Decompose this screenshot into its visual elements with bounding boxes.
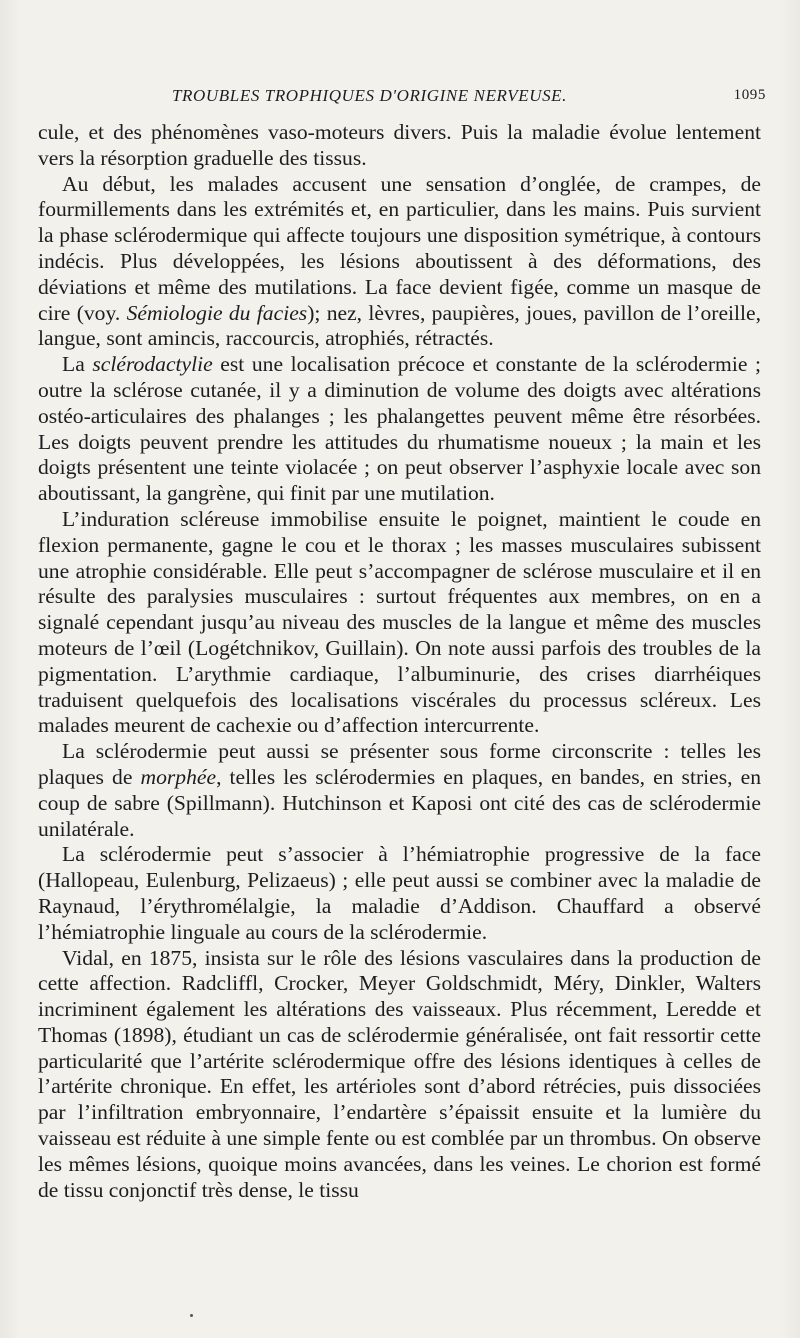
text-run: , telles les sclérodermies en plaques, en bandes, en stries, en coup de sabre (Spillmann). Hutchinson et Kaposi ont cité des cas de sclérodermie unilatérale. xyxy=(38,764,761,841)
paragraph xyxy=(38,842,761,945)
italic-term: sclérodactylie xyxy=(92,352,213,377)
paragraph xyxy=(38,352,761,507)
text-run: est une localisation précoce et constante de la sclérodermie ; outre la sclérose cutanée, il y a diminution de volume des doigts avec altérations ostéo-articulaires des phalanges ; les phalangettes peuvent même être résorbées. Les doigts peuvent prendre les attitudes du rhumatisme noueux ; la main et les doigts présentent une teinte violacée ; on peut observer l’asphyxie locale avec son aboutissant, la gangrène, qui finit par une mutilation. xyxy=(38,352,761,506)
body-text xyxy=(38,120,761,1203)
paragraph xyxy=(38,946,761,1204)
text-run: ); nez, lèvres, paupières, joues, pavillon de l’oreille, langue, sont amincis, raccourcis, atrophiés, rétractés. xyxy=(38,300,762,351)
italic-term: Sémiologie du facies xyxy=(126,300,308,325)
text-run: La xyxy=(62,352,93,377)
text-run: La sclérodermie peut s’associer à l’hémiatrophie progressive de la face (Hallopeau, Eulenburg, Pelizaeus) ; elle peut aussi se combiner avec la maladie de Raynaud, l’érythromélalgie, la maladie d’Addison. Chauffard a observé l’hémiatrophie linguale au cours de la sclérodermie. xyxy=(38,842,761,944)
text-run: La sclérodermie peut aussi se présenter sous forme circonscrite : telles les plaques de xyxy=(38,739,761,789)
page-header xyxy=(36,86,766,112)
paragraph xyxy=(38,120,761,172)
page-number: 1095 xyxy=(733,87,766,103)
paragraph xyxy=(38,507,761,739)
paragraph xyxy=(38,172,761,353)
printing-speck xyxy=(190,1314,193,1317)
text-run: Vidal, en 1875, insista sur le rôle des lésions vasculaires dans la production de cette affection. Radcliffl, Crocker, Meyer Goldschmidt, Méry, Dinkler, Walters incriminent également les altérations des vaisseaux. Plus récemment, Leredde et Thomas (1898), étudiant un cas de sclérodermie généralisée, ont fait ressortir cette particularité que l’artérite sclérodermique offre des lésions identiques à celles de l’artérite chronique. En effet, les artérioles sont d’abord rétrécies, puis dissociées par l’infiltration embryonnaire, l’endartère s’épaissit ensuite et la lumière du vaisseau est réduite à une simple fente ou est comblée par un thrombus. On observe les mêmes lésions, quoique moins avancées, dans les veines. Le chorion est formé de tissu conjonctif très dense, le tissu xyxy=(38,945,761,1202)
paragraph xyxy=(38,739,761,842)
text-run: Au début, les malades accusent une sensation d’onglée, de crampes, de fourmillements dans les extrémités et, en particulier, dans les mains. Puis survient la phase sclérodermique qui affecte toujours une disposition symétrique, à contours indécis. Plus développées, les lésions aboutissent à des déformations, des déviations et même des mutilations. La face devient figée, comme un masque de cire (voy. xyxy=(38,171,761,325)
text-run: cule, et des phénomènes vaso-moteurs divers. Puis la maladie évolue lentement vers la résorption graduelle des tissus. xyxy=(38,120,761,170)
italic-term: morphée xyxy=(140,764,217,789)
text-run: L’induration scléreuse immobilise ensuite le poignet, maintient le coude en flexion permanente, gagne le cou et le thorax ; les masses musculaires subissent une atrophie considérable. Elle peut s’accompagner de sclérose musculaire et il en résulte des paralysies musculaires : surtout fréquentes aux membres, on en a signalé cependant jusqu’au niveau des muscles de la langue et même des muscles moteurs de l’œil (Logétchnikov, Guillain). On note aussi parfois des troubles de la pigmentation. L’arythmie cardiaque, l’albuminurie, des crises diarrhéiques traduisent quelquefois des localisations viscérales du processus scléreux. Les malades meurent de cachexie ou d’affection intercurrente. xyxy=(38,506,761,738)
running-title: TROUBLES TROPHIQUES D'ORIGINE NERVEUSE. xyxy=(172,86,568,105)
